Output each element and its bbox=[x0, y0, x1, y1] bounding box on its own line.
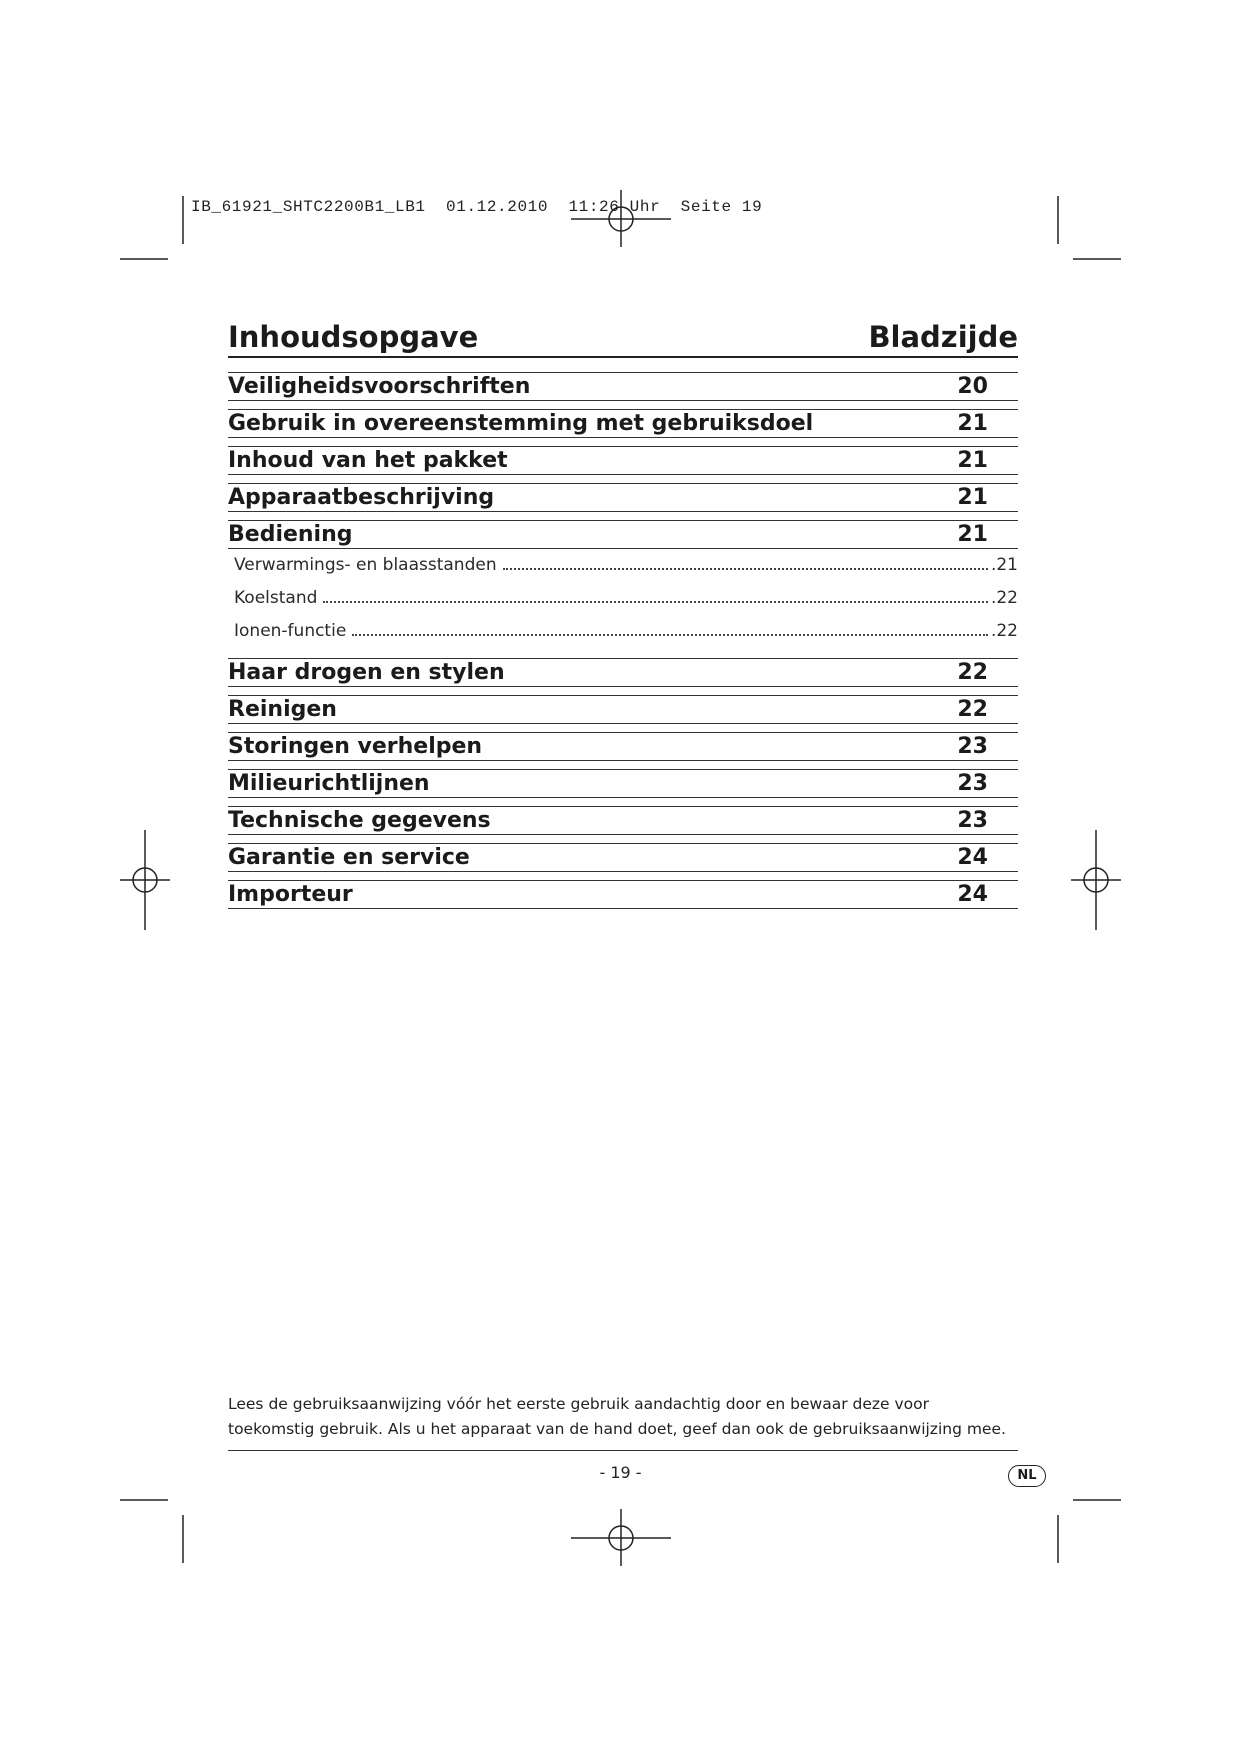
toc-entry-page: 24 bbox=[957, 845, 988, 870]
toc-sub-list bbox=[228, 549, 1018, 658]
toc-entry-label: Bediening bbox=[228, 522, 353, 547]
toc-entry-label: Technische gegevens bbox=[228, 808, 491, 833]
dot-leader bbox=[503, 568, 988, 570]
toc-entry[interactable] bbox=[228, 520, 1018, 549]
toc-entry-page: 21 bbox=[957, 522, 988, 547]
toc-entry-label: Storingen verhelpen bbox=[228, 734, 483, 759]
toc-entry[interactable] bbox=[228, 880, 1018, 909]
dot-leader bbox=[352, 634, 988, 636]
toc-sub-entry-label: Koelstand bbox=[234, 588, 318, 608]
toc-entry[interactable] bbox=[228, 658, 1018, 687]
toc-entry-page: 22 bbox=[957, 660, 988, 685]
toc-entry-label: Gebruik in overeenstemming met gebruiksdoel bbox=[228, 411, 814, 436]
toc-entry[interactable] bbox=[228, 769, 1018, 798]
toc-entry-page: 21 bbox=[957, 411, 988, 436]
page-number: - 19 - bbox=[599, 1463, 642, 1482]
toc-entry-label: Haar drogen en stylen bbox=[228, 660, 505, 685]
toc-entry[interactable] bbox=[228, 843, 1018, 872]
toc-sub-entry[interactable] bbox=[234, 621, 1018, 654]
toc-entry-label: Apparaatbeschrijving bbox=[228, 485, 495, 510]
toc-entry-label: Importeur bbox=[228, 882, 353, 907]
toc-sub-entry-label: Verwarmings- en blaasstanden bbox=[234, 555, 497, 575]
toc-entry[interactable] bbox=[228, 732, 1018, 761]
toc-entry-label: Inhoud van het pakket bbox=[228, 448, 508, 473]
toc-entry-label: Milieurichtlijnen bbox=[228, 771, 430, 796]
toc-entry-page: 23 bbox=[957, 734, 988, 759]
toc-sub-entry-label: Ionen-functie bbox=[234, 621, 347, 641]
toc-entry-page: 21 bbox=[957, 485, 988, 510]
toc-entry[interactable] bbox=[228, 409, 1018, 438]
toc-entry-page: 21 bbox=[957, 448, 988, 473]
toc-entry-page: 23 bbox=[957, 808, 988, 833]
toc-entry-page: 24 bbox=[957, 882, 988, 907]
toc-entry[interactable] bbox=[228, 806, 1018, 835]
toc-entry[interactable] bbox=[228, 372, 1018, 401]
table-of-contents bbox=[228, 318, 1018, 909]
dot-leader bbox=[323, 601, 988, 603]
toc-entry[interactable] bbox=[228, 695, 1018, 724]
toc-page-heading: Bladzijde bbox=[868, 320, 1018, 354]
print-slug: IB_61921_SHTC2200B1_LB1 01.12.2010 11:26 Uhr Seite 19 bbox=[191, 198, 763, 216]
toc-entry-page: 23 bbox=[957, 771, 988, 796]
toc-sub-entry-page: .21 bbox=[990, 555, 1018, 575]
toc-entry-page: 22 bbox=[957, 697, 988, 722]
toc-sub-entry[interactable] bbox=[234, 555, 1018, 588]
usage-note: Lees de gebruiksaanwijzing vóór het eerste gebruik aandachtig door en bewaar deze voor toekomstig gebruik. Als u het apparaat van de hand doet, geef dan ook de gebruiksaanwijzing mee. bbox=[228, 1392, 1018, 1451]
toc-entry-label: Reinigen bbox=[228, 697, 337, 722]
toc-sub-entry[interactable] bbox=[234, 588, 1018, 621]
toc-sub-entry-page: .22 bbox=[990, 621, 1018, 641]
toc-header bbox=[228, 318, 1018, 358]
toc-entry-label: Veiligheidsvoorschriften bbox=[228, 374, 531, 399]
toc-title: Inhoudsopgave bbox=[228, 320, 479, 354]
toc-entry[interactable] bbox=[228, 446, 1018, 475]
toc-entry-label: Garantie en service bbox=[228, 845, 470, 870]
toc-sub-entry-page: .22 bbox=[990, 588, 1018, 608]
toc-entry-page: 20 bbox=[957, 374, 988, 399]
toc-entry[interactable] bbox=[228, 483, 1018, 512]
language-badge: NL bbox=[1008, 1465, 1046, 1487]
